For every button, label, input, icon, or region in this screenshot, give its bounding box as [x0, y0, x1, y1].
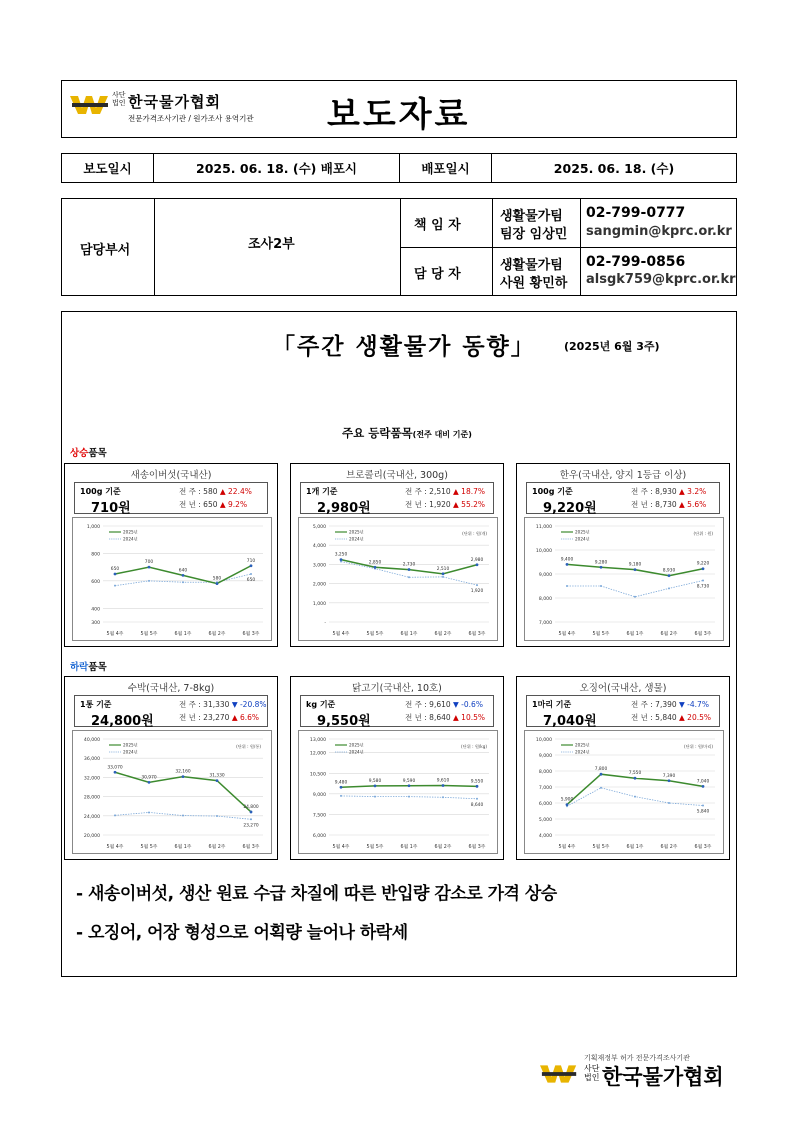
- series-2024-point: [476, 584, 478, 586]
- series-2025-point: [600, 566, 603, 569]
- chart-svg: [73, 731, 271, 853]
- series-2024-point: [702, 805, 704, 807]
- data-label: 7,390: [662, 773, 676, 779]
- current-price: 2,980원: [317, 501, 371, 516]
- x-tick-label: 6월 2주: [434, 632, 452, 637]
- prev-week: [179, 486, 252, 497]
- legend-2025-label: 2025년: [123, 742, 138, 748]
- x-tick-label: 6월 1주: [174, 632, 192, 637]
- y-tick-label: 11,000: [535, 525, 552, 530]
- y-tick-label: 10,000: [535, 549, 552, 554]
- data-label: 650: [246, 578, 256, 583]
- series-2025-point: [476, 563, 479, 566]
- series-2025-point: [114, 573, 117, 576]
- current-price: 9,550원: [317, 714, 371, 729]
- current-price: 9,220원: [543, 501, 597, 516]
- main-title: 「주간 생활물가 동향」: [272, 334, 536, 360]
- y-tick-label: 2,000: [312, 582, 326, 588]
- prev-year-value: 전 년 : 8,730: [631, 500, 677, 509]
- series-2025-point: [216, 582, 219, 585]
- data-label: 7,550: [628, 771, 642, 777]
- x-tick-label: 6월 3주: [694, 632, 712, 637]
- x-tick-label: 5월 5주: [140, 845, 158, 850]
- series-2025-point: [408, 784, 411, 787]
- series-2024-point: [408, 796, 410, 798]
- prev-year: [405, 712, 485, 723]
- series-2024-point: [442, 576, 444, 578]
- y-tick-label: 1,000: [86, 525, 100, 530]
- series-2024-point: [668, 802, 670, 804]
- fall-label-suffix: 품목: [88, 662, 107, 673]
- x-tick-label: 6월 2주: [660, 632, 678, 637]
- series-2024-point: [476, 798, 478, 800]
- x-tick-label: 6월 1주: [174, 845, 192, 850]
- x-tick-label: 5월 4주: [332, 845, 350, 850]
- y-tick-label: 800: [91, 552, 100, 558]
- series-2025-point: [702, 785, 705, 788]
- x-tick-label: 6월 3주: [468, 845, 486, 850]
- bullet-2: - 오징어, 어장 형성으로 어획량 늘어나 하락세: [76, 923, 408, 943]
- series-2025-point: [216, 779, 219, 782]
- section-title: [342, 425, 472, 441]
- legend-2024-label: 2024년: [349, 536, 364, 542]
- y-tick-label: 5,000: [312, 525, 326, 530]
- x-tick-label: 5월 4주: [558, 632, 576, 637]
- series-2025-point: [374, 785, 377, 788]
- series-2024-point: [374, 796, 376, 798]
- x-tick-label: 6월 3주: [242, 632, 260, 637]
- price-basis: kg 기준: [306, 700, 336, 709]
- series-2025-point: [250, 564, 253, 567]
- series-2024-point: [702, 579, 704, 581]
- person1-name: 팀장 임상민: [500, 227, 568, 242]
- price-basis: 1통 기준: [80, 700, 112, 709]
- chart-svg: [525, 518, 723, 640]
- data-label: 580: [212, 576, 222, 582]
- x-tick-label: 5월 4주: [332, 632, 350, 637]
- prev-week-change: ▲ 3.2%: [679, 487, 707, 496]
- y-tick-label: 7,000: [538, 621, 552, 626]
- legend-2024-label: 2024년: [575, 536, 590, 542]
- series-2025-point: [182, 775, 185, 778]
- y-tick-label: 300: [91, 621, 100, 626]
- series-2025-point: [408, 568, 411, 571]
- main-subtitle: (2025년 6월 3주): [564, 340, 660, 353]
- dept-label: 담당부서: [80, 243, 131, 258]
- price-summary: [300, 695, 494, 727]
- y-tick-label: 9,000: [312, 792, 326, 798]
- chart-svg: [299, 518, 497, 640]
- prev-year-change: ▲ 6.6%: [231, 713, 260, 722]
- x-tick-label: 5월 5주: [140, 632, 158, 637]
- series-2024-point: [114, 585, 116, 587]
- series-2024-point: [148, 580, 150, 582]
- price-line-chart: [298, 730, 498, 854]
- data-label: 3,250: [334, 552, 348, 558]
- y-tick-label: 10,000: [535, 738, 552, 743]
- legend-2025-label: 2025년: [349, 742, 364, 748]
- price-card: [64, 676, 278, 860]
- data-label: 2,510: [436, 566, 450, 572]
- unit-label: (단위 : 원/마리): [684, 744, 713, 749]
- price-card: [516, 463, 730, 647]
- series-2024-point: [250, 818, 252, 820]
- card-title: 새송이버섯(국내산): [130, 470, 212, 481]
- y-tick-label: 400: [91, 607, 100, 613]
- y-tick-label: 9,000: [538, 754, 552, 759]
- data-label: 8,730: [696, 584, 710, 590]
- price-line-chart: [298, 517, 498, 641]
- doc-title: 보도자료: [327, 95, 471, 135]
- series-2025-point: [634, 568, 637, 571]
- unit-label: (단위 : 원/kg): [461, 744, 487, 749]
- price-summary: [526, 695, 720, 727]
- data-label: 700: [144, 560, 154, 566]
- distribution-value: 2025. 06. 18. (수): [553, 161, 675, 176]
- legend-2025-label: 2025년: [349, 529, 364, 535]
- series-2024-point: [634, 796, 636, 798]
- data-label: 640: [178, 568, 188, 574]
- series-2024-point: [600, 787, 602, 789]
- y-tick-label: 4,000: [312, 544, 326, 550]
- footer-logo-icon: [540, 1063, 580, 1089]
- y-tick-label: 10,500: [309, 772, 326, 778]
- x-tick-label: 6월 3주: [694, 845, 712, 850]
- x-tick-label: 6월 3주: [242, 845, 260, 850]
- legend-2025-label: 2025년: [575, 529, 590, 535]
- prev-year-value: 전 년 : 1,920: [405, 500, 451, 509]
- prev-year: [631, 712, 711, 723]
- series-2025-point: [442, 784, 445, 787]
- series-2024-line: [567, 580, 703, 596]
- x-tick-label: 6월 3주: [468, 632, 486, 637]
- x-tick-label: 6월 1주: [626, 845, 644, 850]
- series-2024-point: [148, 811, 150, 813]
- footer-org-prefix: 사단법인: [584, 1064, 600, 1082]
- data-label: 5,840: [696, 809, 710, 815]
- chart-svg: [73, 518, 271, 640]
- data-label: 710: [246, 558, 256, 564]
- legend-2024-label: 2024년: [123, 749, 138, 755]
- data-label: 8,930: [662, 568, 676, 574]
- x-tick-label: 6월 1주: [400, 632, 418, 637]
- rise-label-suffix: 품목: [88, 448, 107, 459]
- x-tick-label: 6월 1주: [626, 632, 644, 637]
- prev-week-value: 전 주 : 8,930: [631, 487, 677, 496]
- data-label: 9,550: [470, 779, 484, 785]
- price-summary: [526, 482, 720, 514]
- price-card: [290, 463, 504, 647]
- unit-label: (단위 : 원): [693, 531, 713, 536]
- data-label: 8,640: [470, 802, 484, 808]
- series-2025-point: [182, 574, 185, 577]
- person2-phone: 02-799-0856: [586, 254, 686, 270]
- person1-email[interactable]: sangmin@kprc.or.kr: [586, 224, 732, 239]
- y-tick-label: 20,000: [83, 834, 100, 839]
- series-2024-point: [408, 576, 410, 578]
- y-tick-label: 1,000: [312, 601, 326, 607]
- prev-year-value: 전 년 : 23,270: [179, 713, 230, 722]
- x-tick-label: 5월 5주: [366, 632, 384, 637]
- person1-team: 생활물가팀: [500, 209, 563, 224]
- person1-phone: 02-799-0777: [586, 205, 686, 221]
- series-2024-point: [566, 585, 568, 587]
- y-tick-label: 3,000: [312, 563, 326, 569]
- footer-org-name: 한국물가협회: [602, 1065, 724, 1089]
- y-tick-label: 32,000: [83, 776, 100, 782]
- distribution-label: 배포일시: [400, 154, 492, 182]
- org-name: 한국물가협회: [128, 93, 221, 111]
- price-line-chart: [72, 517, 272, 641]
- prev-week-value: 전 주 : 2,510: [405, 487, 451, 496]
- person1-role: 책 임 자: [414, 218, 461, 233]
- org-subtitle: 전문가격조사기관 / 원가조사 용역기관: [128, 114, 254, 123]
- prev-week: [179, 699, 267, 710]
- series-2024-point: [114, 814, 116, 816]
- data-label: 9,180: [628, 562, 642, 568]
- prev-year-value: 전 년 : 8,640: [405, 713, 451, 722]
- card-title: 브로콜리(국내산, 300g): [346, 470, 448, 481]
- series-2025-point: [476, 785, 479, 788]
- section-note: (전주 대비 기준): [412, 430, 472, 439]
- price-basis: 1마리 기준: [532, 700, 572, 709]
- data-label: 23,270: [243, 823, 259, 829]
- current-price: 710원: [91, 501, 131, 516]
- series-2025-point: [340, 558, 343, 561]
- card-title: 수박(국내산, 7-8kg): [127, 683, 215, 694]
- series-2025-point: [148, 781, 151, 784]
- kprc-logo-icon: [70, 94, 112, 120]
- series-2025-point: [600, 773, 603, 776]
- x-tick-label: 6월 2주: [434, 845, 452, 850]
- card-title: 오징어(국내산, 생물): [579, 683, 667, 694]
- fall-label: 하락: [70, 662, 89, 673]
- series-2025-point: [114, 771, 117, 774]
- y-tick-label: 36,000: [83, 757, 100, 763]
- price-basis: 100g 기준: [532, 487, 573, 496]
- series-2025-point: [668, 574, 671, 577]
- prev-year-change: ▲ 9.2%: [219, 500, 248, 509]
- data-label: 7,040: [696, 779, 710, 785]
- data-label: 32,160: [175, 769, 191, 775]
- release-value: 2025. 06. 18. (수) 배포시: [154, 154, 400, 182]
- prev-year-change: ▲ 20.5%: [679, 713, 712, 722]
- x-tick-label: 6월 1주: [400, 845, 418, 850]
- prev-week-change: ▲ 22.4%: [219, 487, 252, 496]
- y-tick-label: 4,000: [538, 834, 552, 839]
- section-title-text: 주요 등락품목: [342, 426, 413, 440]
- price-line-chart: [72, 730, 272, 854]
- x-tick-label: 5월 4주: [106, 632, 124, 637]
- data-label: 30,970: [141, 775, 157, 781]
- y-tick-label: 8,000: [538, 597, 552, 602]
- y-tick-label: 7,000: [538, 786, 552, 791]
- prev-week: [631, 486, 706, 497]
- prev-week-change: ▼ -20.8%: [231, 700, 267, 709]
- prev-week-change: ▼ -0.6%: [453, 700, 483, 709]
- release-row: [61, 153, 737, 183]
- series-2024-point: [340, 795, 342, 797]
- series-2024-point: [600, 585, 602, 587]
- data-label: 9,280: [594, 560, 608, 566]
- chart-svg: [525, 731, 723, 853]
- current-price: 7,040원: [543, 714, 597, 729]
- data-label: 9,590: [402, 778, 416, 784]
- prev-week-change: ▼ -4.7%: [679, 700, 709, 709]
- card-title: 닭고기(국내산, 10호): [352, 683, 442, 694]
- series-2024-point: [668, 587, 670, 589]
- y-tick-label: 6,000: [538, 802, 552, 807]
- header-box: [61, 80, 737, 138]
- data-label: 33,070: [107, 765, 123, 771]
- series-2024-point: [634, 596, 636, 598]
- data-label: 24,800: [243, 804, 259, 810]
- prev-year: [179, 499, 247, 510]
- series-2024-point: [442, 796, 444, 798]
- price-summary: [74, 482, 268, 514]
- series-2025-point: [668, 779, 671, 782]
- series-2024-point: [182, 815, 184, 817]
- prev-week-value: 전 주 : 9,610: [405, 700, 451, 709]
- prev-week-change: ▲ 18.7%: [453, 487, 486, 496]
- price-basis: 100g 기준: [80, 487, 121, 496]
- current-price: 24,800원: [91, 714, 154, 729]
- legend-2024-label: 2024년: [575, 749, 590, 755]
- prev-year: [405, 499, 485, 510]
- data-label: 2,980: [470, 557, 484, 563]
- rise-group-label: [70, 445, 107, 459]
- unit-label: (단위 : 원/통): [236, 744, 261, 749]
- price-summary: [300, 482, 494, 514]
- card-title: 한우(국내산, 양지 1등급 이상): [559, 470, 687, 481]
- chart-svg: [299, 731, 497, 853]
- price-basis: 1개 기준: [306, 487, 338, 496]
- rise-label: 상승: [70, 448, 89, 459]
- prev-year: [631, 499, 706, 510]
- legend-2024-label: 2024년: [349, 749, 364, 755]
- person2-name: 사원 황민하: [500, 276, 568, 291]
- series-2025-point: [566, 563, 569, 566]
- data-label: 9,400: [560, 557, 574, 563]
- y-tick-label: 600: [91, 579, 100, 585]
- prev-year-change: ▲ 5.6%: [679, 500, 707, 509]
- series-2025-line: [115, 772, 251, 812]
- y-tick-label: 40,000: [83, 738, 100, 743]
- legend-2024-label: 2024년: [123, 536, 138, 542]
- price-card: [516, 676, 730, 860]
- prev-week: [405, 699, 483, 710]
- data-label: 2,730: [402, 562, 416, 568]
- prev-year-change: ▲ 55.2%: [453, 500, 486, 509]
- series-2025-point: [374, 566, 377, 569]
- x-tick-label: 6월 2주: [208, 845, 226, 850]
- prev-week: [631, 699, 709, 710]
- series-2025-point: [340, 786, 343, 789]
- prev-year-change: ▲ 10.5%: [453, 713, 486, 722]
- x-tick-label: 6월 2주: [208, 632, 226, 637]
- person2-role: 담 당 자: [414, 267, 461, 282]
- data-label: 9,610: [436, 778, 450, 784]
- x-tick-label: 5월 4주: [106, 845, 124, 850]
- series-2024-point: [250, 573, 252, 575]
- main-panel: [61, 311, 737, 977]
- y-tick-label: 9,000: [538, 573, 552, 578]
- series-2025-point: [702, 567, 705, 570]
- data-label: 9,220: [696, 561, 710, 567]
- data-label: 7,800: [594, 767, 608, 773]
- legend-2025-label: 2025년: [123, 529, 138, 535]
- series-2025-point: [250, 811, 253, 814]
- series-2025-point: [566, 803, 569, 806]
- series-2024-point: [216, 815, 218, 817]
- y-tick-label: 6,000: [312, 834, 326, 839]
- x-tick-label: 5월 5주: [366, 845, 384, 850]
- data-label: 9,480: [334, 780, 348, 786]
- x-tick-label: 5월 4주: [558, 845, 576, 850]
- prev-week: [405, 486, 485, 497]
- y-tick-label: 24,000: [83, 814, 100, 820]
- price-line-chart: [524, 517, 724, 641]
- x-tick-label: 5월 5주: [592, 632, 610, 637]
- price-card: [290, 676, 504, 860]
- y-tick-label: 7,500: [312, 813, 326, 819]
- data-label: 9,580: [368, 778, 382, 784]
- prev-week-value: 전 주 : 31,330: [179, 700, 230, 709]
- series-2025-point: [442, 572, 445, 575]
- price-summary: [74, 695, 268, 727]
- data-label: 31,330: [209, 773, 225, 779]
- y-tick-label: 5,000: [538, 818, 552, 823]
- y-tick-label: 28,000: [83, 795, 100, 801]
- person2-email[interactable]: alsgk759@kprc.or.kr: [586, 272, 736, 287]
- data-label: 2,850: [368, 560, 382, 566]
- data-label: 650: [110, 567, 120, 572]
- legend-2025-label: 2025년: [575, 742, 590, 748]
- footer-note: 기획재정부 허가 전문가격조사기관: [584, 1054, 690, 1062]
- bullet-1: - 새송이버섯, 생산 원료 수급 차질에 따른 반입량 감소로 가격 상승: [76, 884, 557, 904]
- contact-table: [61, 198, 737, 296]
- y-tick-label: 12,000: [309, 751, 326, 757]
- unit-label: (단위 : 원/개): [462, 531, 487, 536]
- prev-week-value: 전 주 : 7,390: [631, 700, 677, 709]
- price-card: [64, 463, 278, 647]
- series-2025-point: [148, 566, 151, 569]
- release-label: 보도일시: [62, 154, 154, 182]
- dept-value: 조사2부: [248, 237, 295, 252]
- data-label: 1,920: [470, 589, 484, 595]
- y-tick-label: -: [324, 621, 326, 626]
- series-2025-point: [634, 777, 637, 780]
- prev-year-value: 전 년 : 650: [179, 500, 218, 509]
- fall-group-label: [70, 659, 107, 673]
- y-tick-label: 13,000: [309, 738, 326, 743]
- org-prefix: 사단법인: [112, 91, 126, 107]
- y-tick-label: 8,000: [538, 770, 552, 775]
- data-label: 5,900: [560, 797, 574, 803]
- prev-year: [179, 712, 259, 723]
- prev-year-value: 전 년 : 5,840: [631, 713, 677, 722]
- person2-team: 생활물가팀: [500, 258, 563, 273]
- price-line-chart: [524, 730, 724, 854]
- prev-week-value: 전 주 : 580: [179, 487, 218, 496]
- x-tick-label: 6월 2주: [660, 845, 678, 850]
- series-2024-point: [182, 581, 184, 583]
- x-tick-label: 5월 5주: [592, 845, 610, 850]
